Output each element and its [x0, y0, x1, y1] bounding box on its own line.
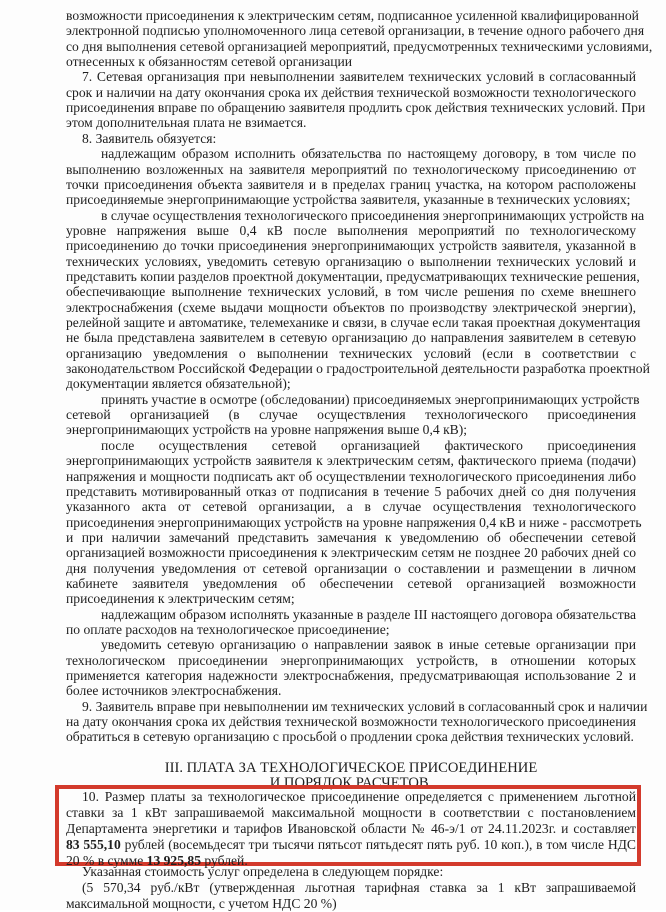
clause-text: 20 % в сумме: [66, 853, 147, 868]
text-line: Указанная стоимость услуг определена в следующем порядке:: [82, 864, 444, 879]
clause-line: Департамента энергетики и тарифов Ивановской области № 46-э/1 от 24.11.2023г. и составляет: [66, 821, 636, 836]
text-line: на дату окончания срока их действия технической возможности технологического присоединения: [66, 714, 636, 730]
text-line: электронной подписью уполномоченного лица сетевой организации, в течение одного рабочего дня: [66, 23, 645, 39]
text-line: кабинете заявителя уведомления об обеспечении сетевой организацией возможности: [66, 575, 636, 591]
text-line: точки присоединения объекта заявителя и в пределах границ участка, на котором расположены: [66, 176, 636, 192]
text-line: не была представлена заявителем в сетевую организацию до направления заявителем в сетевую: [66, 330, 636, 346]
text-line: обратиться в сетевую организацию с просьбой о продлении срока действия технических условий.: [66, 729, 634, 745]
text-line: организацию уведомления о выполнении технических условий (если в соответствии с: [66, 345, 636, 361]
text-line: надлежащим образом исполнять указанные в разделе III настоящего договора обязательства: [101, 606, 636, 622]
vat-amount: 13 925,85: [146, 853, 202, 868]
text-line: присоединения к электрическим сетям;: [66, 591, 295, 607]
text-line: присоединения энергопринимающих устройств на уровне напряжения 0,4 кВ и ниже - рассмотреть: [66, 514, 642, 530]
text-line: в случае осуществления технологического присоединения энергопринимающих устройств на: [101, 207, 645, 223]
text-line: уведомить сетевую организацию о направлении заявок в иные сетевые организации при: [101, 637, 636, 653]
text-line: максимальной мощности, с учетом НДС 20 %): [66, 896, 337, 912]
text-line: законодательством Российской Федерации о градостроительной деятельности разработка проектной: [66, 361, 650, 377]
text-line: релейной защите и автоматике, телемеханике и связи, в случае если такая проектная документация: [66, 315, 641, 330]
text-line: после осуществления сетевой организацией фактического присоединения: [101, 437, 636, 453]
text-line: присоединения вправе по обращению заявителя продлить срок действия технических условий. При: [66, 100, 646, 116]
text-line: со дня выполнения сетевой организацией мероприятий, предусмотренных техническими условиями,: [66, 38, 653, 54]
text-line: 7. Сетевая организация при невыполнении заявителем технических условий в согласованный: [82, 69, 636, 85]
text-line: документации является обязательной);: [66, 376, 291, 392]
clause-text: рублей (восемьдесят три тысячи пятьсот пятьдесят пять руб. 10 коп.), в том числе НДС: [120, 837, 636, 852]
text-line: энергопринимающих устройств на уровне напряжения выше 0,4 кВ);: [66, 422, 468, 438]
text-line: присоединению до точки присоединения энергопринимающих устройств заявителя, указанной в: [66, 238, 636, 254]
clause-text: рублей.: [201, 853, 248, 868]
text-line: надлежащим образом исполнить обязательства по настоящему договору, в том числе по: [101, 146, 636, 162]
text-line: по оплате расходов на технологическое присоединение;: [66, 622, 390, 637]
text-line: указанного акта от сетевой организации, а в случае осуществления технологического: [66, 499, 636, 515]
clause-line: [66, 837, 636, 853]
text-line: энергопринимающих устройств заявителя к электрическим сетям, фактического приема (подачи): [66, 453, 636, 469]
text-line: обеспечивающие выполнение технических условий, в том числе решения по схеме внешнего: [66, 284, 636, 300]
text-line: напряжения и мощности подписать акт об осуществлении технологического присоединения либо: [66, 468, 636, 484]
text-line: принять участие в осмотре (обследовании) присоединяемых энергопринимающих устройств: [101, 391, 640, 407]
text-line: технологическом присоединении энергопринимающих устройств, в отношении которых: [66, 652, 636, 668]
clause-line: 10. Размер платы за технологическое присоединение определяется с применением льготной: [82, 789, 636, 804]
text-line: применяется категория надежности электроснабжения, предусматривающая использование 2 и: [66, 668, 636, 684]
text-line: организацией возможности присоединения к электрическим сетям не позднее 20 рабочих дней со: [66, 545, 636, 561]
text-line: (5 570,34 руб./кВт (утвержденная льготная тарифная ставка за 1 кВт запрашиваемой: [82, 880, 636, 896]
section-heading-line-2: И ПОРЯДОК РАСЧЕТОВ.: [269, 775, 433, 791]
text-line: выполнению возложенных на заявителя мероприятий по технологическому присоединению от: [66, 161, 636, 177]
text-line: дня получения уведомления от сетевой организации о составлении и размещении в личном: [66, 560, 636, 576]
text-line: сетевой организацией (в случае осуществления технологического присоединения: [66, 407, 636, 423]
text-line: уровне напряжения выше 0,4 кВ после выполнения мероприятий по технологическому: [66, 222, 636, 238]
text-line: представить копии разделов проектной документации, предусматривающих технические решения,: [66, 268, 640, 284]
text-line: более источников электроснабжения.: [66, 683, 282, 699]
text-line: представить мотивированный отказ от подписания в течение 5 рабочих дней со дня получения: [66, 483, 636, 499]
text-line: электроснабжения (схеме выдачи мощности объектов по производству электрической энергии),: [66, 299, 636, 315]
text-line: присоединяемые энергопринимающие устройства заявителя, указанные в технических условиях;: [66, 192, 631, 208]
total-amount: 83 555,10: [66, 837, 121, 852]
section-heading-line-1: III. ПЛАТА ЗА ТЕХНОЛОГИЧЕСКОЕ ПРИСОЕДИНЕНИЕ: [164, 760, 538, 776]
text-line: 8. Заявитель обязуется:: [82, 130, 217, 146]
text-line: 9. Заявитель вправе при невыполнении им технических условий в согласованный срок и наличии: [82, 698, 648, 714]
text-line: этом дополнительная плата не взимается.: [66, 115, 307, 131]
text-line: срок и наличии на дату окончания срока их действия технической возможности технологического: [66, 84, 636, 100]
text-line: возможности присоединения к электрическим сетям, подписанное усиленной квалифицированной: [66, 8, 639, 23]
text-line: технических условиях, уведомить сетевую организацию о выполнении технических условий и: [66, 253, 636, 269]
clause-line: ставки за 1 кВт запрашиваемой максимальной мощности в соответствии с постановлением: [66, 805, 636, 820]
text-line: и при наличии замечаний представить замечания к уведомлению об обеспечении сетевой: [66, 529, 636, 545]
text-line: отнесенных к обязанностям сетевой организации: [66, 54, 353, 70]
